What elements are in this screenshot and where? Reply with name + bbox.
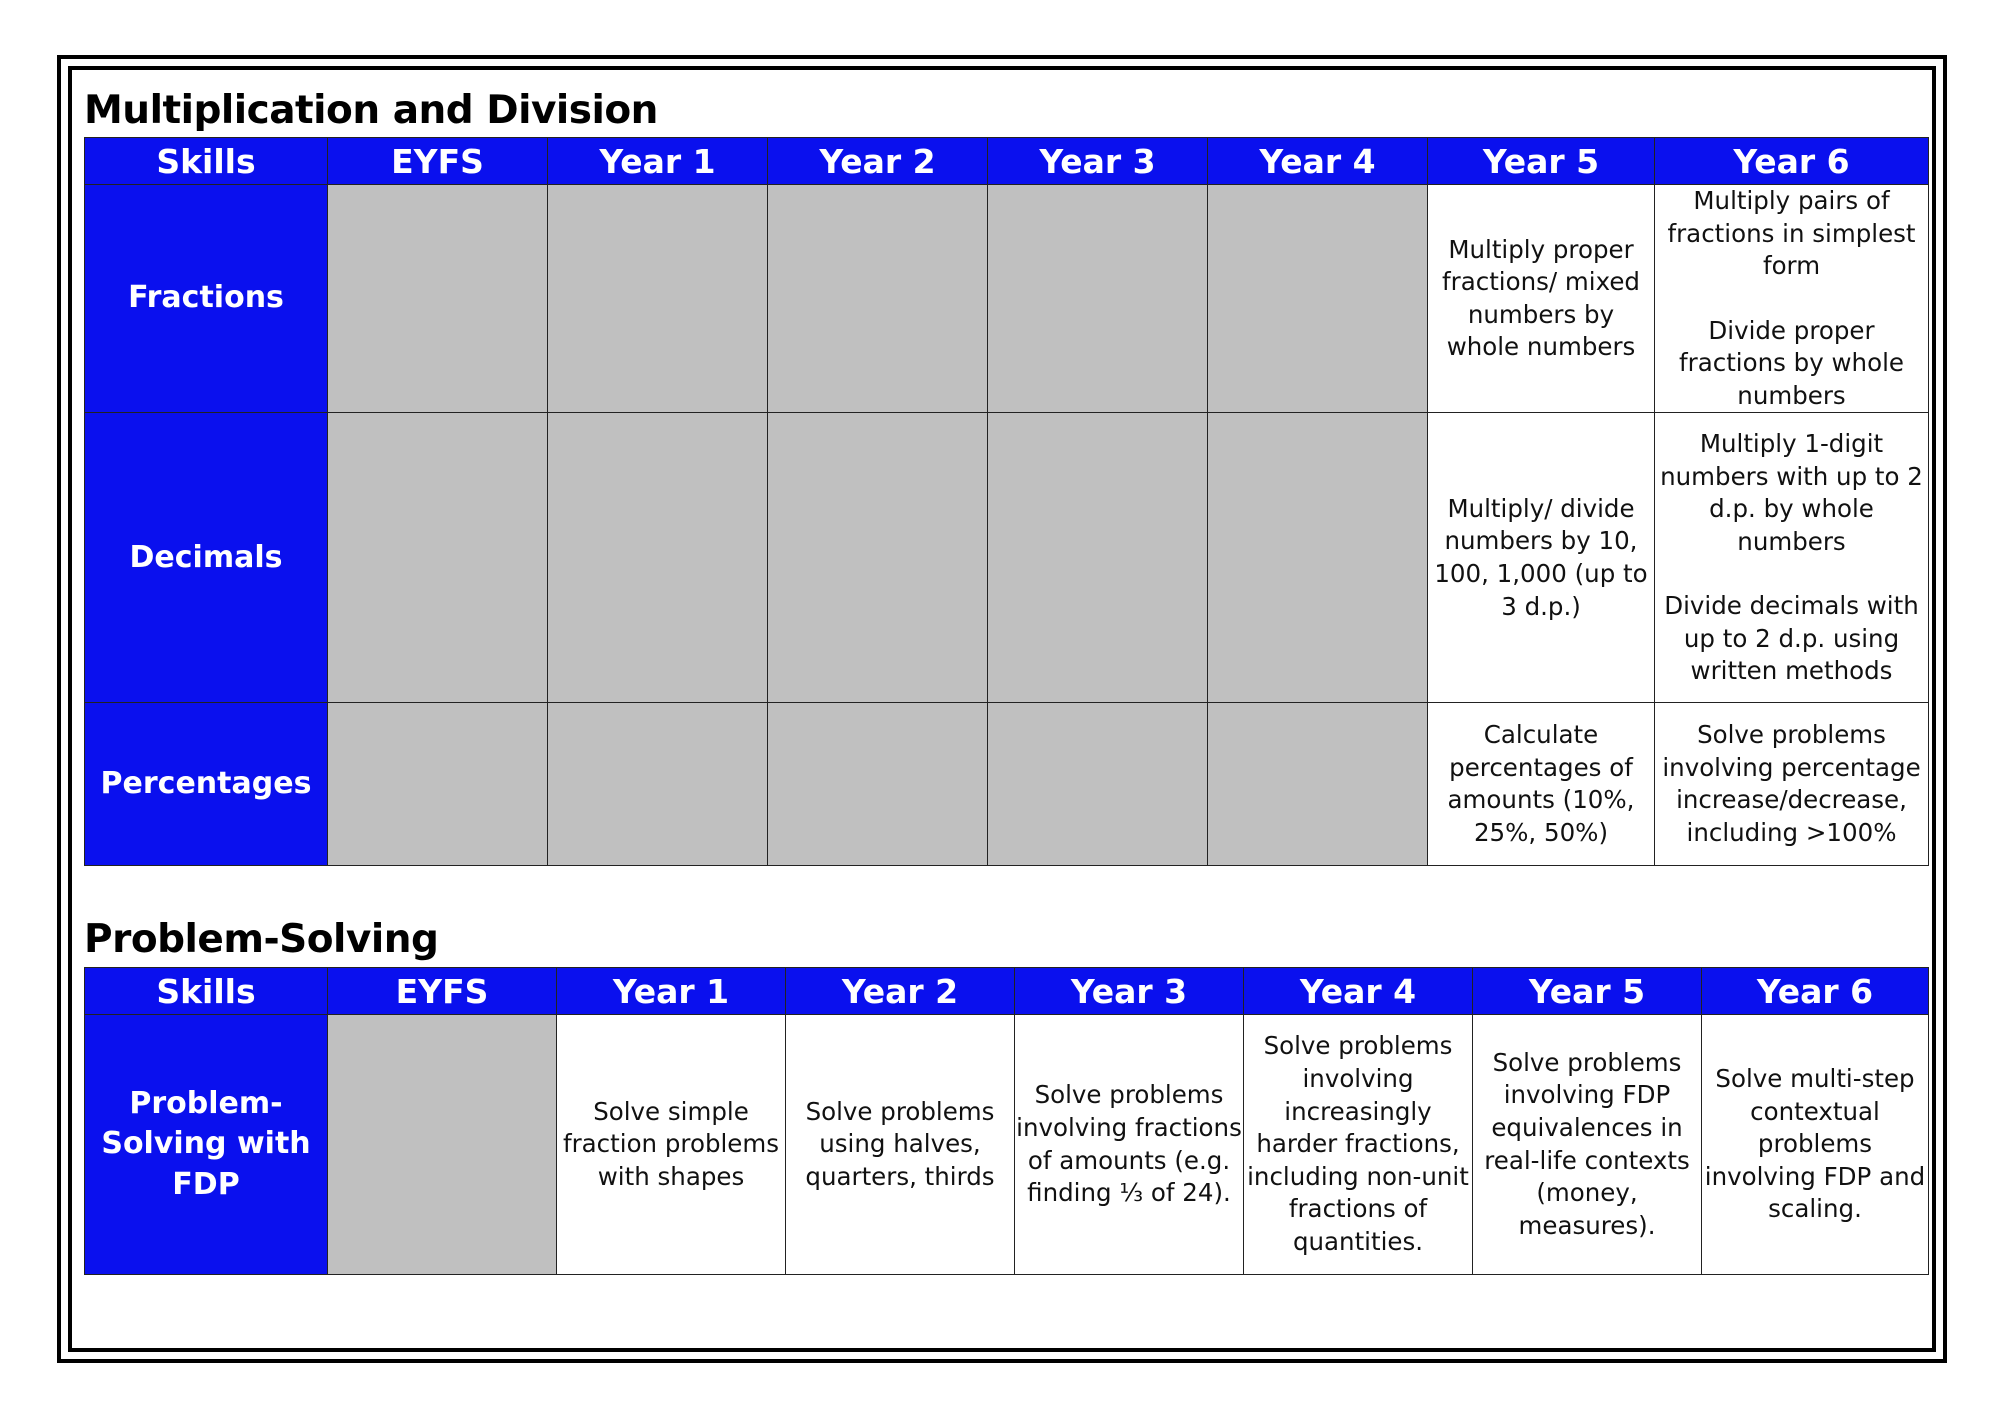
table-row [85,703,1929,866]
objective-cell [1655,413,1929,703]
empty-cell [988,413,1208,703]
objective-text: Solve simple fraction problems with shapes [562,1096,780,1191]
empty-cell [1208,413,1428,703]
column-header: Year 1 [557,968,786,1015]
objective-cell [1428,703,1655,866]
empty-cell [768,185,988,413]
empty-cell [768,703,988,866]
table-row [85,1015,1929,1275]
table-row [85,185,1929,413]
objective-cell [557,1015,786,1275]
objective-cell [1244,1015,1473,1275]
problem-solving-table [84,967,1929,1275]
multiplication-division-table [84,137,1929,866]
empty-cell [1208,703,1428,866]
objective-text: Solve problems involving FDP equivalences in real-life contexts (money, measures). [1484,1047,1690,1240]
empty-cell [548,413,768,703]
column-header: Year 5 [1428,138,1655,185]
objective-cell [1015,1015,1244,1275]
column-header: Year 2 [768,138,988,185]
empty-cell [988,703,1208,866]
column-header: Year 3 [988,138,1208,185]
empty-cell [328,703,548,866]
skill-label: Decimals [85,413,328,703]
objective-text: Multiply/ divide numbers by 10, 100, 1,000 (up to 3 d.p.) [1434,493,1648,621]
objective-text: Calculate percentages of amounts (10%, 25%, 50%) [1447,720,1635,848]
skill-label: Percentages [85,703,328,866]
objective-cell [1428,185,1655,413]
table-header-row [85,138,1929,185]
column-header: Year 2 [786,968,1015,1015]
section-title-problem-solving: Problem-Solving [84,917,439,962]
column-header: Year 6 [1655,138,1929,185]
column-header: Skills [85,968,328,1015]
objective-text: Solve problems involving increasingly harder fractions, including non-unit fractions of quantities. [1247,1031,1469,1256]
objective-text: Solve problems using halves, quarters, thirds [805,1096,995,1191]
objective-cell [1655,703,1929,866]
column-header: Year 6 [1702,968,1929,1015]
objective-cell [1655,185,1929,413]
empty-cell [768,413,988,703]
objective-cell [1428,413,1655,703]
column-header: Year 5 [1473,968,1702,1015]
objective-text: Multiply 1-digit numbers with up to 2 d.p. by whole numbers [1660,428,1923,556]
column-header: Year 4 [1244,968,1473,1015]
empty-cell [328,1015,557,1275]
empty-cell [548,185,768,413]
column-header: Year 3 [1015,968,1244,1015]
objective-cell [786,1015,1015,1275]
objective-text: Solve problems involving percentage increase/decrease, including >100% [1662,720,1921,848]
skill-label: Problem-Solving with FDP [85,1015,328,1275]
table-header-row [85,968,1929,1015]
empty-cell [328,185,548,413]
column-header: EYFS [328,968,557,1015]
column-header: Skills [85,138,328,185]
column-header: Year 4 [1208,138,1428,185]
empty-cell [988,185,1208,413]
table-row [85,413,1929,703]
objective-text: Multiply pairs of fractions in simplest form [1667,186,1916,281]
column-header: EYFS [328,138,548,185]
objective-text: Divide decimals with up to 2 d.p. using written methods [1664,591,1919,686]
objective-text: Multiply proper fractions/ mixed numbers by whole numbers [1442,234,1640,362]
objective-cell [1473,1015,1702,1275]
skill-label: Fractions [85,185,328,413]
objective-text: Solve problems involving fractions of amounts (e.g. finding ⅓ of 24). [1016,1080,1242,1208]
objective-cell [1702,1015,1929,1275]
objective-text: Solve multi-step contextual problems involving FDP and scaling. [1704,1064,1926,1224]
objective-text: Divide proper fractions by whole numbers [1679,315,1904,410]
empty-cell [548,703,768,866]
empty-cell [328,413,548,703]
empty-cell [1208,185,1428,413]
section-title-multiplication-division: Multiplication and Division [84,88,658,133]
column-header: Year 1 [548,138,768,185]
